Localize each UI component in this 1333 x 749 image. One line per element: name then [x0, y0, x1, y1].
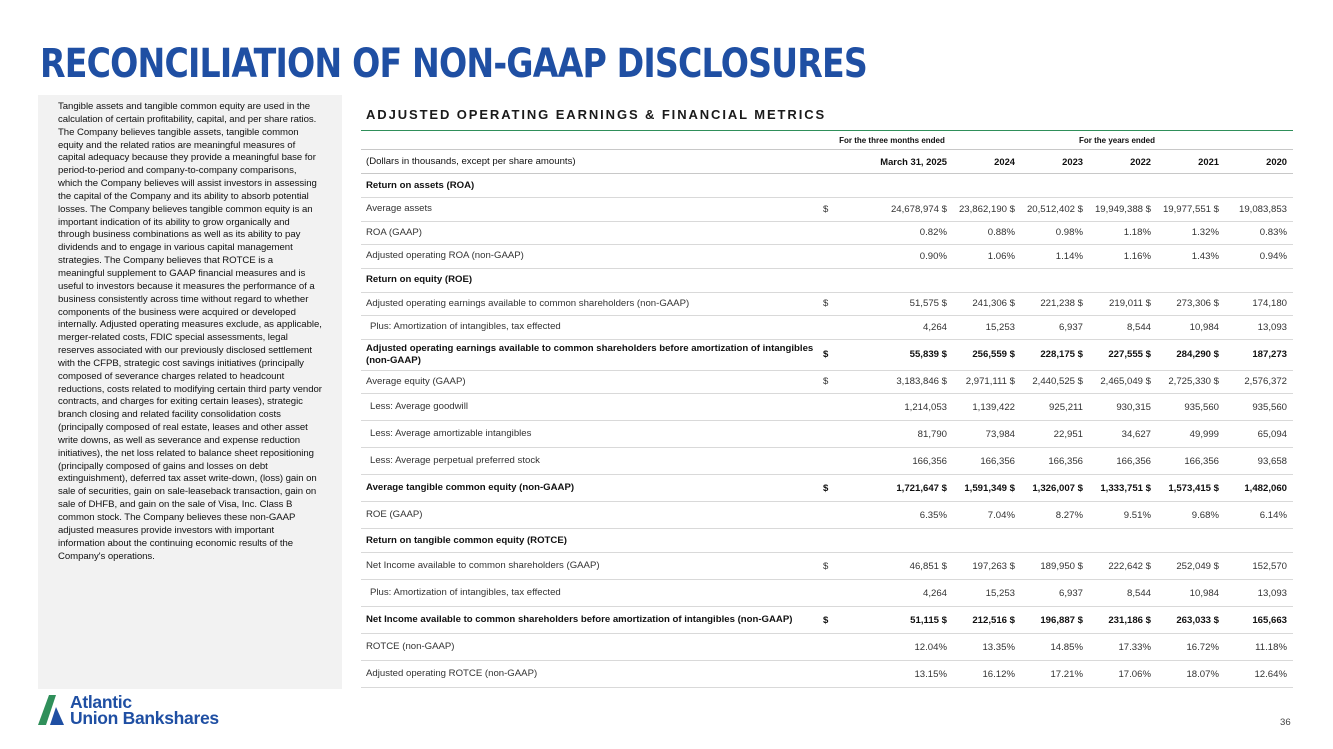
cell-value: 252,049 $	[1176, 560, 1219, 572]
section-row	[361, 269, 1293, 293]
page-title: RECONCILIATION OF NON-GAAP DISCLOSURES	[40, 41, 867, 87]
section-row	[361, 174, 1293, 198]
column-header: 2023	[1062, 156, 1083, 167]
cell-value: 2,440,525 $	[1032, 376, 1083, 388]
row-label: Adjusted operating ROTCE (non-GAAP)	[366, 668, 538, 679]
explanation-panel	[38, 95, 342, 689]
column-header: 2022	[1130, 156, 1151, 167]
cell-value: 9.51%	[1123, 509, 1151, 521]
cell-value: 6,937	[1058, 587, 1083, 599]
table-body	[361, 174, 1293, 688]
column-header: 2024	[994, 156, 1015, 167]
currency-sign: $	[823, 203, 829, 215]
cell-value: 197,263 $	[972, 560, 1015, 572]
row-label: Less: Average perpetual preferred stock	[370, 455, 540, 466]
cell-value: 256,559 $	[972, 349, 1015, 360]
row-label: Less: Average amortizable intangibles	[370, 428, 532, 439]
cell-value: 16.12%	[982, 668, 1015, 680]
cell-value: 1.18%	[1123, 227, 1151, 239]
table-row	[361, 198, 1293, 222]
cell-value: 13,093	[1257, 587, 1287, 599]
section-title: ADJUSTED OPERATING EARNINGS & FINANCIAL METRICS	[366, 107, 827, 122]
section-row	[361, 529, 1293, 553]
row-label: ROTCE (non-GAAP)	[366, 641, 455, 652]
row-label: Return on tangible common equity (ROTCE)	[366, 534, 567, 546]
table-row	[361, 553, 1293, 580]
cell-value: 8,544	[1126, 321, 1151, 333]
cell-value: 1,326,007 $	[1032, 482, 1083, 494]
cell-value: 152,570	[1252, 560, 1287, 572]
cell-value: 2,576,372	[1244, 376, 1287, 388]
cell-value: 219,011 $	[1109, 298, 1151, 310]
cell-value: 1,482,060	[1244, 482, 1287, 494]
cell-value: 263,033 $	[1176, 614, 1219, 626]
cell-value: 284,290 $	[1176, 349, 1219, 360]
cell-value: 15,253	[985, 587, 1015, 599]
cell-value: 273,306 $	[1176, 298, 1219, 310]
cell-value: 0.88%	[987, 227, 1015, 239]
row-label: Average assets	[366, 203, 432, 215]
cell-value: 13.15%	[914, 668, 947, 680]
table-row	[361, 316, 1293, 340]
cell-value: 1,573,415 $	[1168, 482, 1219, 494]
cell-value: 2,465,049 $	[1100, 376, 1151, 388]
cell-value: 11.18%	[1255, 641, 1287, 653]
currency-sign: $	[823, 614, 829, 626]
cell-value: 93,658	[1257, 455, 1287, 467]
table-column-header	[361, 150, 1293, 174]
cell-value: 935,560	[1184, 401, 1219, 413]
cell-value: 6,937	[1058, 321, 1083, 333]
cell-value: 935,560	[1252, 401, 1287, 413]
cell-value: 1.43%	[1191, 250, 1219, 262]
cell-value: 2,971,111 $	[965, 376, 1015, 388]
cell-value: 4,264	[922, 587, 947, 599]
group-three-months: For the three months ended	[839, 135, 945, 145]
row-label: Plus: Amortization of intangibles, tax effected	[370, 321, 561, 333]
row-label: ROE (GAAP)	[366, 509, 423, 520]
currency-sign: $	[823, 482, 829, 494]
cell-value: 12.64%	[1254, 668, 1287, 680]
table-row	[361, 222, 1293, 246]
financial-table	[361, 130, 1293, 688]
company-logo	[38, 694, 219, 726]
cell-value: 34,627	[1121, 428, 1151, 440]
column-header: 2021	[1198, 156, 1219, 167]
cell-value: 221,238 $	[1040, 298, 1083, 310]
table-row	[361, 245, 1293, 269]
row-label: Average tangible common equity (non-GAAP)	[366, 482, 575, 493]
column-header: March 31, 2025	[880, 156, 947, 167]
cell-value: 12.04%	[914, 641, 947, 653]
cell-value: 6.14%	[1259, 509, 1287, 521]
cell-value: 8,544	[1126, 587, 1151, 599]
cell-value: 22,951	[1053, 428, 1083, 440]
logo-mark-icon	[38, 694, 68, 726]
cell-value: 65,094	[1257, 428, 1287, 440]
cell-value: 18.07%	[1186, 668, 1219, 680]
row-label: Plus: Amortization of intangibles, tax effected	[370, 587, 561, 598]
table-row	[361, 394, 1293, 421]
cell-value: 3,183,846 $	[896, 376, 947, 388]
cell-value: 930,315	[1116, 401, 1151, 413]
cell-value: 212,516 $	[972, 614, 1015, 626]
cell-value: 10,984	[1189, 321, 1219, 333]
cell-value: 9.68%	[1191, 509, 1219, 521]
cell-value: 19,949,388 $	[1094, 203, 1151, 215]
table-row	[361, 580, 1293, 607]
explanation-text: Tangible assets and tangible common equity are used in the calculation of certain profitability, capital, and per share ratios. The Company believes tangible assets, tangible common equity and the related ratios are meaningful measures of capital adequacy because they provide a meaningful base for period-to-period and company-to-company comparisons, which the Company believes will assist investors in assessing the capital of the Company and its ability to absorb potential losses. The Company believes tangible common equity is an important indication of its ability to grow organically and through business combinations as well as its ability to pay dividends and to engage in various capital management strategies. The Company believes that ROTCE is a meaningful supplement to GAAP financial measures and is useful to investors because it measures the performance of a business consistently across time without regard to whether components of the business were acquired or developed internally. Adjusted operating measures exclude, as applicable, merger-related costs, FDIC special assessments, legal reserves associated with our previously disclosed settlement with the CFPB, strategic cost savings initiatives (principally composed of severance charges related to headcount reductions, costs related to modifying certain third party vendor contracts, and charges for exiting certain leases), strategic branch closing and related facility consolidation costs (principally composed of real estate, leases and other asset write downs, as well as severance and expense reduction initiatives), the net loss related to balance sheet repositioning (principally composed of gains and losses on debt extinguishment), deferred tax asset write-down, (loss) gain on sale of securities, gain on sale-leaseback transaction, gain on sale of DHFB, and gain on the sale of Visa, Inc. Class B common stock. The Company believes these non-GAAP adjusted measures provide investors with important information about the continuing economic results of the Company's operations.	[58, 101, 322, 562]
cell-value: 189,950 $	[1040, 560, 1083, 572]
row-label: Adjusted operating earnings available to common shareholders (non-GAAP)	[366, 297, 690, 309]
row-label: Less: Average goodwill	[370, 401, 468, 412]
cell-value: 166,356	[1184, 455, 1219, 467]
cell-value: 1,139,422	[972, 401, 1015, 413]
table-row	[361, 371, 1293, 395]
cell-value: 0.82%	[919, 227, 947, 239]
row-label: Average equity (GAAP)	[366, 375, 466, 387]
row-label: Adjusted operating ROA (non-GAAP)	[366, 250, 524, 262]
table-row	[361, 340, 1293, 371]
cell-value: 1.16%	[1123, 250, 1151, 262]
cell-value: 81,790	[917, 428, 947, 440]
cell-value: 19,083,853	[1238, 203, 1287, 215]
cell-value: 13.35%	[982, 641, 1015, 653]
cell-value: 17.21%	[1050, 668, 1083, 680]
cell-value: 1,214,053	[904, 401, 947, 413]
logo-line-2: Union Bankshares	[70, 708, 219, 728]
cell-value: 10,984	[1189, 587, 1219, 599]
cell-value: 1.14%	[1055, 250, 1083, 262]
cell-value: 51,575 $	[909, 298, 947, 310]
row-label: ROA (GAAP)	[366, 226, 422, 238]
cell-value: 0.83%	[1259, 227, 1287, 239]
currency-sign: $	[823, 376, 829, 388]
cell-value: 1.06%	[987, 250, 1015, 262]
cell-value: 228,175 $	[1040, 349, 1083, 360]
cell-value: 7.04%	[987, 509, 1015, 521]
table-row	[361, 475, 1293, 502]
cell-value: 187,273	[1252, 349, 1287, 360]
row-label: Return on assets (ROA)	[366, 179, 475, 191]
group-years: For the years ended	[1078, 135, 1156, 145]
table-row	[361, 293, 1293, 317]
cell-value: 55,839 $	[909, 349, 947, 360]
cell-value: 16.72%	[1186, 641, 1219, 653]
unit-label: (Dollars in thousands, except per share amounts)	[366, 155, 576, 167]
cell-value: 227,555 $	[1108, 349, 1151, 360]
cell-value: 20,512,402 $	[1026, 203, 1083, 215]
cell-value: 6.35%	[919, 509, 947, 521]
cell-value: 13,093	[1257, 321, 1287, 333]
row-label: Adjusted operating earnings available to common shareholders before amortization of intangibles (non-GAAP)	[366, 342, 814, 366]
cell-value: 17.06%	[1118, 668, 1151, 680]
cell-value: 23,862,190 $	[958, 203, 1015, 215]
cell-value: 166,356	[912, 455, 947, 467]
column-header: 2020	[1266, 156, 1287, 167]
cell-value: 19,977,551 $	[1162, 203, 1219, 215]
cell-value: 14.85%	[1050, 641, 1083, 653]
cell-value: 73,984	[985, 428, 1015, 440]
cell-value: 1,591,349 $	[964, 482, 1015, 494]
cell-value: 925,211	[1049, 401, 1083, 413]
cell-value: 51,115 $	[910, 614, 947, 626]
cell-value: 0.94%	[1259, 250, 1287, 262]
cell-value: 241,306 $	[972, 298, 1015, 310]
cell-value: 1,333,751 $	[1100, 482, 1151, 494]
cell-value: 0.90%	[919, 250, 947, 262]
cell-value: 46,851 $	[909, 560, 947, 572]
cell-value: 196,887 $	[1040, 614, 1083, 626]
table-group-header	[361, 131, 1293, 150]
cell-value: 24,678,974 $	[890, 203, 947, 215]
cell-value: 8.27%	[1055, 509, 1083, 521]
table-row	[361, 421, 1293, 448]
cell-value: 1.32%	[1191, 227, 1219, 239]
table-row	[361, 607, 1293, 634]
cell-value: 4,264	[922, 321, 947, 333]
cell-value: 49,999	[1189, 428, 1219, 440]
table-row	[361, 448, 1293, 475]
cell-value: 15,253	[985, 321, 1015, 333]
table-row	[361, 634, 1293, 661]
cell-value: 1,721,647 $	[896, 482, 947, 494]
logo-line-1: Atlantic	[70, 692, 132, 712]
cell-value: 0.98%	[1055, 227, 1083, 239]
cell-value: 17.33%	[1118, 641, 1151, 653]
row-label: Net Income available to common shareholders (GAAP)	[366, 560, 600, 571]
currency-sign: $	[823, 349, 829, 360]
currency-sign: $	[823, 560, 829, 572]
page-number: 36	[1280, 717, 1291, 728]
cell-value: 166,356	[980, 455, 1015, 467]
cell-value: 2,725,330 $	[1168, 376, 1219, 388]
cell-value: 174,180	[1252, 298, 1287, 310]
row-label: Net Income available to common shareholders before amortization of intangibles (non-GAAP)	[366, 614, 793, 625]
cell-value: 166,356	[1116, 455, 1151, 467]
currency-sign: $	[823, 298, 829, 310]
cell-value: 166,356	[1048, 455, 1083, 467]
cell-value: 222,642 $	[1108, 560, 1151, 572]
table-row	[361, 502, 1293, 529]
row-label: Return on equity (ROE)	[366, 274, 473, 285]
table-row	[361, 661, 1293, 688]
cell-value: 165,663	[1252, 614, 1287, 626]
cell-value: 231,186 $	[1108, 614, 1151, 626]
